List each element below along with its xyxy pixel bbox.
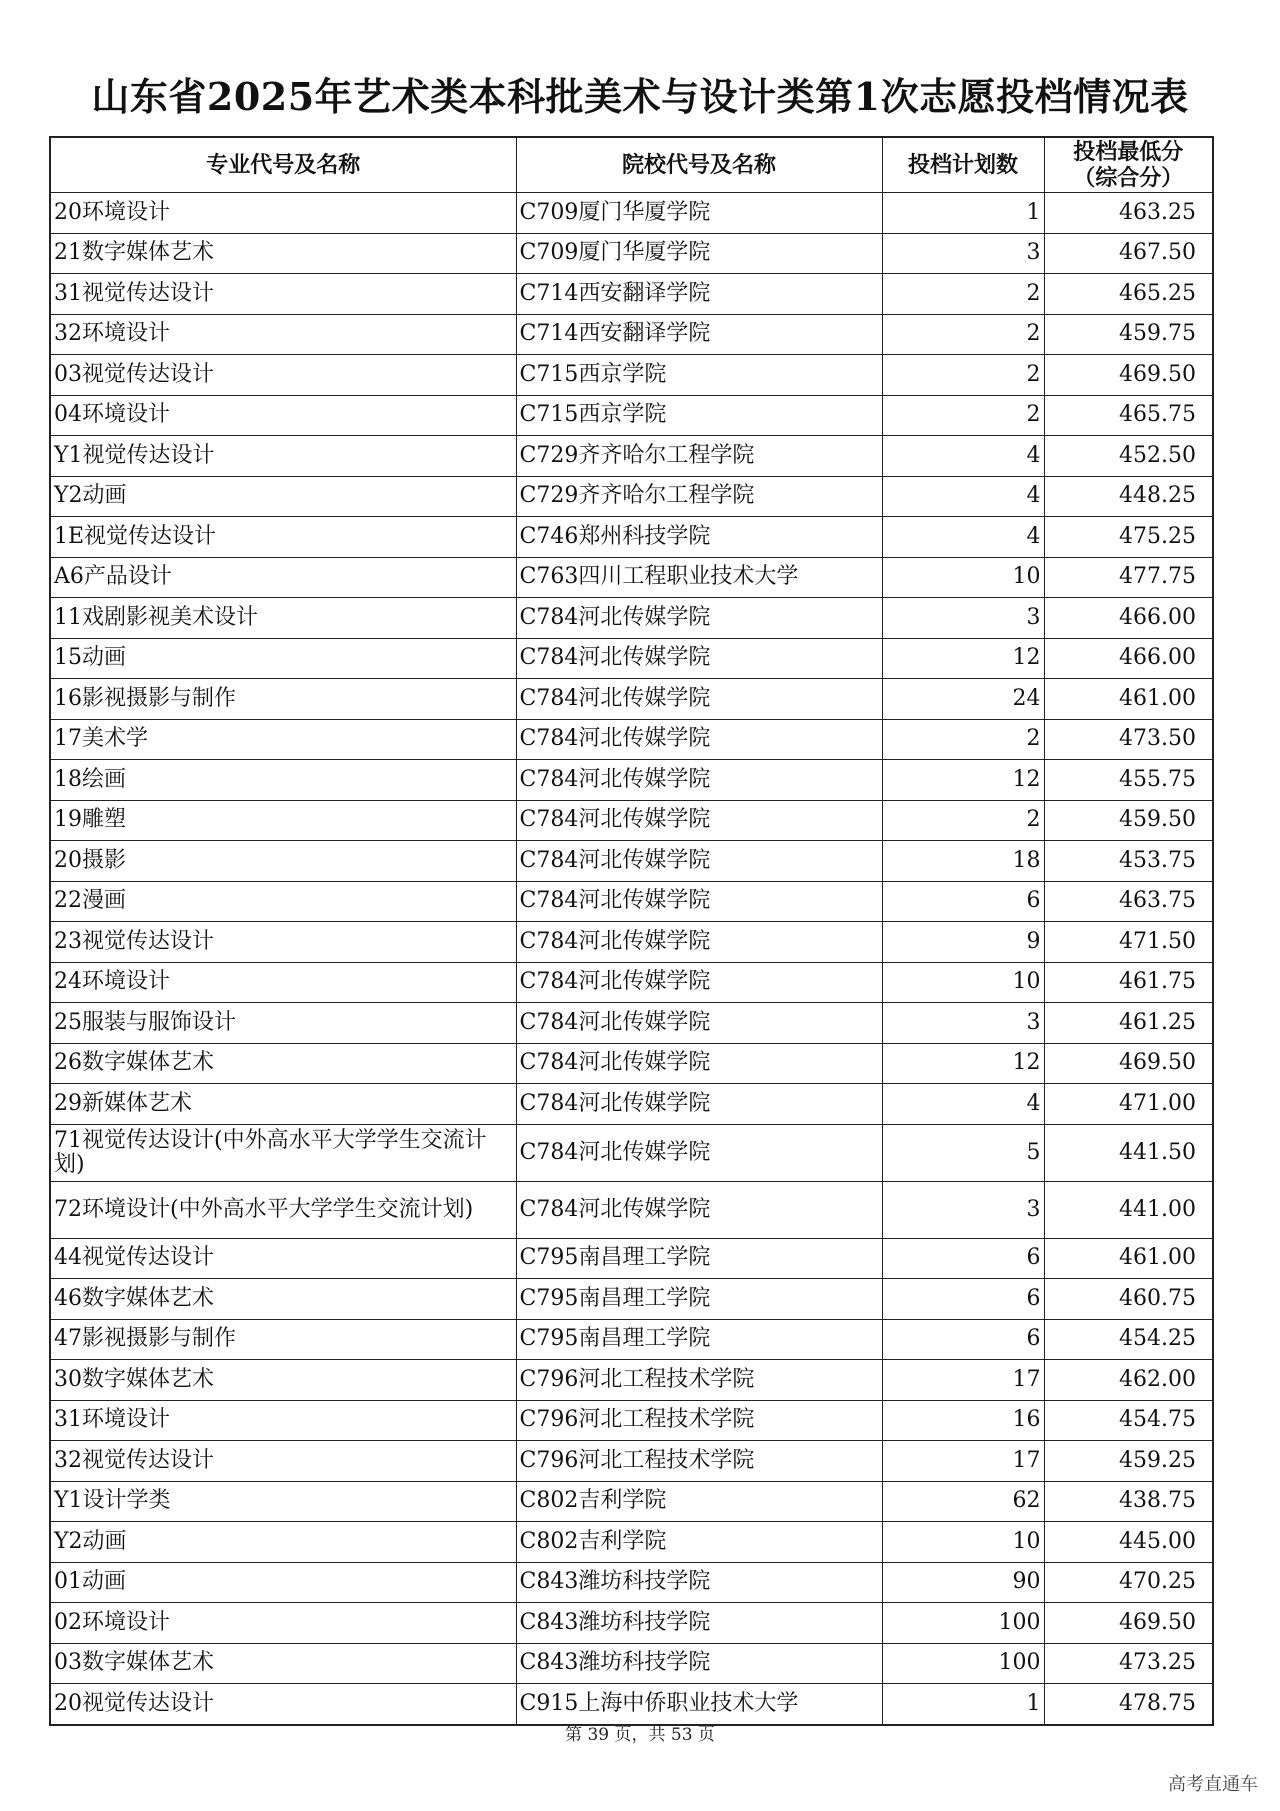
- cell-plan: 2: [882, 314, 1044, 355]
- cell-school: C784河北传媒学院: [516, 800, 882, 841]
- cell-plan: 3: [882, 1003, 1044, 1044]
- cell-school: C843潍坊科技学院: [516, 1643, 882, 1684]
- cell-plan: 12: [882, 1043, 1044, 1084]
- table-row: [50, 598, 1213, 639]
- cell-min-score: 461.00: [1044, 679, 1213, 720]
- page-footer: 第 39 页，共 53 页: [565, 1725, 715, 1745]
- cell-school: C709厦门华厦学院: [516, 193, 882, 234]
- table-row: [50, 841, 1213, 882]
- cell-school: C784河北传媒学院: [516, 922, 882, 963]
- cell-min-score: 463.25: [1044, 193, 1213, 234]
- cell-min-score: 453.75: [1044, 841, 1213, 882]
- table-row: [50, 274, 1213, 315]
- cell-plan: 18: [882, 841, 1044, 882]
- cell-plan: 4: [882, 517, 1044, 558]
- table-row: [50, 355, 1213, 396]
- cell-min-score: 469.50: [1044, 1043, 1213, 1084]
- header-min-score-line2: （综合分）: [1073, 165, 1184, 191]
- table-row: [50, 1481, 1213, 1522]
- cell-plan: 6: [882, 1319, 1044, 1360]
- cell-school: C843潍坊科技学院: [516, 1603, 882, 1644]
- table-row: [50, 1084, 1213, 1125]
- table-row: [50, 1522, 1213, 1563]
- cell-school: C784河北传媒学院: [516, 598, 882, 639]
- table-row: [50, 1684, 1213, 1725]
- table-body: [50, 193, 1213, 1725]
- cell-major: 24环境设计: [50, 962, 516, 1003]
- table-row: [50, 476, 1213, 517]
- cell-plan: 24: [882, 679, 1044, 720]
- cell-school: C796河北工程技术学院: [516, 1441, 882, 1482]
- table-row: [50, 1603, 1213, 1644]
- table-row: [50, 760, 1213, 801]
- cell-school: C784河北传媒学院: [516, 719, 882, 760]
- cell-plan: 6: [882, 1279, 1044, 1320]
- cell-major: 23视觉传达设计: [50, 922, 516, 963]
- table-row: [50, 679, 1213, 720]
- cell-min-score: 466.00: [1044, 638, 1213, 679]
- cell-school: C784河北传媒学院: [516, 1003, 882, 1044]
- cell-min-score: 455.75: [1044, 760, 1213, 801]
- admissions-table: [49, 136, 1214, 1726]
- cell-plan: 12: [882, 638, 1044, 679]
- table-row: [50, 233, 1213, 274]
- cell-plan: 2: [882, 395, 1044, 436]
- cell-min-score: 469.50: [1044, 1603, 1213, 1644]
- cell-plan: 4: [882, 436, 1044, 477]
- cell-school: C714西安翻译学院: [516, 314, 882, 355]
- table-row: [50, 719, 1213, 760]
- table-header: [50, 137, 1213, 193]
- cell-min-score: 462.00: [1044, 1360, 1213, 1401]
- cell-major: Y2动画: [50, 1522, 516, 1563]
- cell-min-score: 465.75: [1044, 395, 1213, 436]
- cell-plan: 12: [882, 760, 1044, 801]
- cell-major: 19雕塑: [50, 800, 516, 841]
- cell-plan: 100: [882, 1643, 1044, 1684]
- cell-plan: 4: [882, 476, 1044, 517]
- cell-school: C746郑州科技学院: [516, 517, 882, 558]
- cell-school: C784河北传媒学院: [516, 1084, 882, 1125]
- cell-plan: 90: [882, 1562, 1044, 1603]
- cell-major: 47影视摄影与制作: [50, 1319, 516, 1360]
- cell-major: 46数字媒体艺术: [50, 1279, 516, 1320]
- cell-school: C784河北传媒学院: [516, 962, 882, 1003]
- cell-plan: 6: [882, 1238, 1044, 1279]
- cell-min-score: 466.00: [1044, 598, 1213, 639]
- table-row: [50, 1400, 1213, 1441]
- cell-major: Y1设计学类: [50, 1481, 516, 1522]
- cell-school: C784河北传媒学院: [516, 638, 882, 679]
- cell-min-score: 459.75: [1044, 314, 1213, 355]
- cell-min-score: 461.00: [1044, 1238, 1213, 1279]
- cell-min-score: 461.25: [1044, 1003, 1213, 1044]
- table-row: [50, 1441, 1213, 1482]
- cell-major: 21数字媒体艺术: [50, 233, 516, 274]
- cell-plan: 9: [882, 922, 1044, 963]
- cell-plan: 3: [882, 233, 1044, 274]
- cell-plan: 2: [882, 800, 1044, 841]
- cell-major: 03数字媒体艺术: [50, 1643, 516, 1684]
- cell-school: C784河北传媒学院: [516, 841, 882, 882]
- table-row: [50, 1124, 1213, 1181]
- cell-plan: 4: [882, 1084, 1044, 1125]
- cell-major: 20视觉传达设计: [50, 1684, 516, 1725]
- cell-min-score: 467.50: [1044, 233, 1213, 274]
- cell-school: C709厦门华厦学院: [516, 233, 882, 274]
- cell-major: 20摄影: [50, 841, 516, 882]
- page-title: 山东省2025年艺术类本科批美术与设计类第1次志愿投档情况表: [91, 74, 1189, 119]
- cell-major: 22漫画: [50, 881, 516, 922]
- cell-plan: 10: [882, 557, 1044, 598]
- table-row: [50, 922, 1213, 963]
- cell-plan: 1: [882, 1684, 1044, 1725]
- cell-min-score: 459.50: [1044, 800, 1213, 841]
- cell-plan: 17: [882, 1360, 1044, 1401]
- cell-min-score: 478.75: [1044, 1684, 1213, 1725]
- table-row: [50, 557, 1213, 598]
- cell-min-score: 438.75: [1044, 1481, 1213, 1522]
- cell-major: A6产品设计: [50, 557, 516, 598]
- cell-plan: 3: [882, 598, 1044, 639]
- cell-major: 03视觉传达设计: [50, 355, 516, 396]
- cell-major: 04环境设计: [50, 395, 516, 436]
- cell-school: C715西京学院: [516, 355, 882, 396]
- table-row: [50, 800, 1213, 841]
- cell-plan: 2: [882, 355, 1044, 396]
- table-row: [50, 395, 1213, 436]
- cell-min-score: 473.50: [1044, 719, 1213, 760]
- cell-school: C795南昌理工学院: [516, 1279, 882, 1320]
- cell-major: 71视觉传达设计(中外高水平大学学生交流计划): [50, 1124, 516, 1181]
- table-row: [50, 1562, 1213, 1603]
- cell-school: C784河北传媒学院: [516, 1181, 882, 1238]
- header-school: 院校代号及名称: [516, 137, 882, 193]
- cell-major: 29新媒体艺术: [50, 1084, 516, 1125]
- cell-school: C784河北传媒学院: [516, 1124, 882, 1181]
- cell-school: C763四川工程职业技术大学: [516, 557, 882, 598]
- cell-plan: 5: [882, 1124, 1044, 1181]
- cell-school: C795南昌理工学院: [516, 1238, 882, 1279]
- cell-school: C784河北传媒学院: [516, 1043, 882, 1084]
- cell-min-score: 441.00: [1044, 1181, 1213, 1238]
- cell-major: 32环境设计: [50, 314, 516, 355]
- cell-major: 16影视摄影与制作: [50, 679, 516, 720]
- cell-school: C802吉利学院: [516, 1522, 882, 1563]
- cell-min-score: 454.25: [1044, 1319, 1213, 1360]
- table-row: [50, 962, 1213, 1003]
- cell-min-score: 465.25: [1044, 274, 1213, 315]
- table-row: [50, 1279, 1213, 1320]
- cell-min-score: 471.50: [1044, 922, 1213, 963]
- cell-plan: 2: [882, 274, 1044, 315]
- cell-major: 31视觉传达设计: [50, 274, 516, 315]
- cell-school: C796河北工程技术学院: [516, 1400, 882, 1441]
- cell-major: 20环境设计: [50, 193, 516, 234]
- cell-min-score: 452.50: [1044, 436, 1213, 477]
- cell-school: C915上海中侨职业技术大学: [516, 1684, 882, 1725]
- cell-plan: 1: [882, 193, 1044, 234]
- watermark: 高考直通车: [1168, 1774, 1258, 1795]
- cell-plan: 17: [882, 1441, 1044, 1482]
- cell-plan: 10: [882, 962, 1044, 1003]
- cell-major: 15动画: [50, 638, 516, 679]
- table-row: [50, 1643, 1213, 1684]
- cell-min-score: 477.75: [1044, 557, 1213, 598]
- cell-major: 32视觉传达设计: [50, 1441, 516, 1482]
- header-min-score: [1044, 137, 1213, 193]
- cell-major: Y1视觉传达设计: [50, 436, 516, 477]
- table-row: [50, 1181, 1213, 1238]
- cell-school: C784河北传媒学院: [516, 679, 882, 720]
- header-row: [50, 137, 1213, 193]
- cell-min-score: 471.00: [1044, 1084, 1213, 1125]
- cell-major: 11戏剧影视美术设计: [50, 598, 516, 639]
- cell-major: 31环境设计: [50, 1400, 516, 1441]
- cell-min-score: 473.25: [1044, 1643, 1213, 1684]
- cell-school: C784河北传媒学院: [516, 760, 882, 801]
- cell-major: 25服装与服饰设计: [50, 1003, 516, 1044]
- table-row: [50, 1360, 1213, 1401]
- cell-major: 02环境设计: [50, 1603, 516, 1644]
- cell-school: C843潍坊科技学院: [516, 1562, 882, 1603]
- cell-school: C715西京学院: [516, 395, 882, 436]
- cell-school: C784河北传媒学院: [516, 881, 882, 922]
- cell-plan: 3: [882, 1181, 1044, 1238]
- table-row: [50, 436, 1213, 477]
- cell-school: C729齐齐哈尔工程学院: [516, 436, 882, 477]
- cell-major: 01动画: [50, 1562, 516, 1603]
- cell-major: 17美术学: [50, 719, 516, 760]
- admissions-table-container: [49, 136, 1212, 1726]
- cell-min-score: 441.50: [1044, 1124, 1213, 1181]
- table-row: [50, 314, 1213, 355]
- header-major: 专业代号及名称: [50, 137, 516, 193]
- cell-plan: 62: [882, 1481, 1044, 1522]
- cell-min-score: 460.75: [1044, 1279, 1213, 1320]
- cell-min-score: 475.25: [1044, 517, 1213, 558]
- header-min-score-line1: 投档最低分: [1073, 139, 1184, 165]
- cell-plan: 16: [882, 1400, 1044, 1441]
- cell-school: C795南昌理工学院: [516, 1319, 882, 1360]
- cell-plan: 10: [882, 1522, 1044, 1563]
- cell-min-score: 459.25: [1044, 1441, 1213, 1482]
- cell-school: C796河北工程技术学院: [516, 1360, 882, 1401]
- cell-major: 72环境设计(中外高水平大学学生交流计划): [50, 1181, 516, 1238]
- table-row: [50, 1319, 1213, 1360]
- table-row: [50, 193, 1213, 234]
- table-row: [50, 1043, 1213, 1084]
- cell-major: 1E视觉传达设计: [50, 517, 516, 558]
- cell-min-score: 461.75: [1044, 962, 1213, 1003]
- cell-min-score: 470.25: [1044, 1562, 1213, 1603]
- table-row: [50, 881, 1213, 922]
- table-row: [50, 1003, 1213, 1044]
- cell-min-score: 463.75: [1044, 881, 1213, 922]
- cell-major: 18绘画: [50, 760, 516, 801]
- cell-min-score: 448.25: [1044, 476, 1213, 517]
- header-plan: 投档计划数: [882, 137, 1044, 193]
- cell-school: C729齐齐哈尔工程学院: [516, 476, 882, 517]
- cell-plan: 2: [882, 719, 1044, 760]
- table-row: [50, 1238, 1213, 1279]
- cell-school: C802吉利学院: [516, 1481, 882, 1522]
- table-row: [50, 638, 1213, 679]
- cell-min-score: 469.50: [1044, 355, 1213, 396]
- cell-major: 44视觉传达设计: [50, 1238, 516, 1279]
- cell-min-score: 454.75: [1044, 1400, 1213, 1441]
- cell-major: 30数字媒体艺术: [50, 1360, 516, 1401]
- table-row: [50, 517, 1213, 558]
- cell-major: 26数字媒体艺术: [50, 1043, 516, 1084]
- cell-min-score: 445.00: [1044, 1522, 1213, 1563]
- cell-school: C714西安翻译学院: [516, 274, 882, 315]
- cell-plan: 6: [882, 881, 1044, 922]
- cell-plan: 100: [882, 1603, 1044, 1644]
- cell-major: Y2动画: [50, 476, 516, 517]
